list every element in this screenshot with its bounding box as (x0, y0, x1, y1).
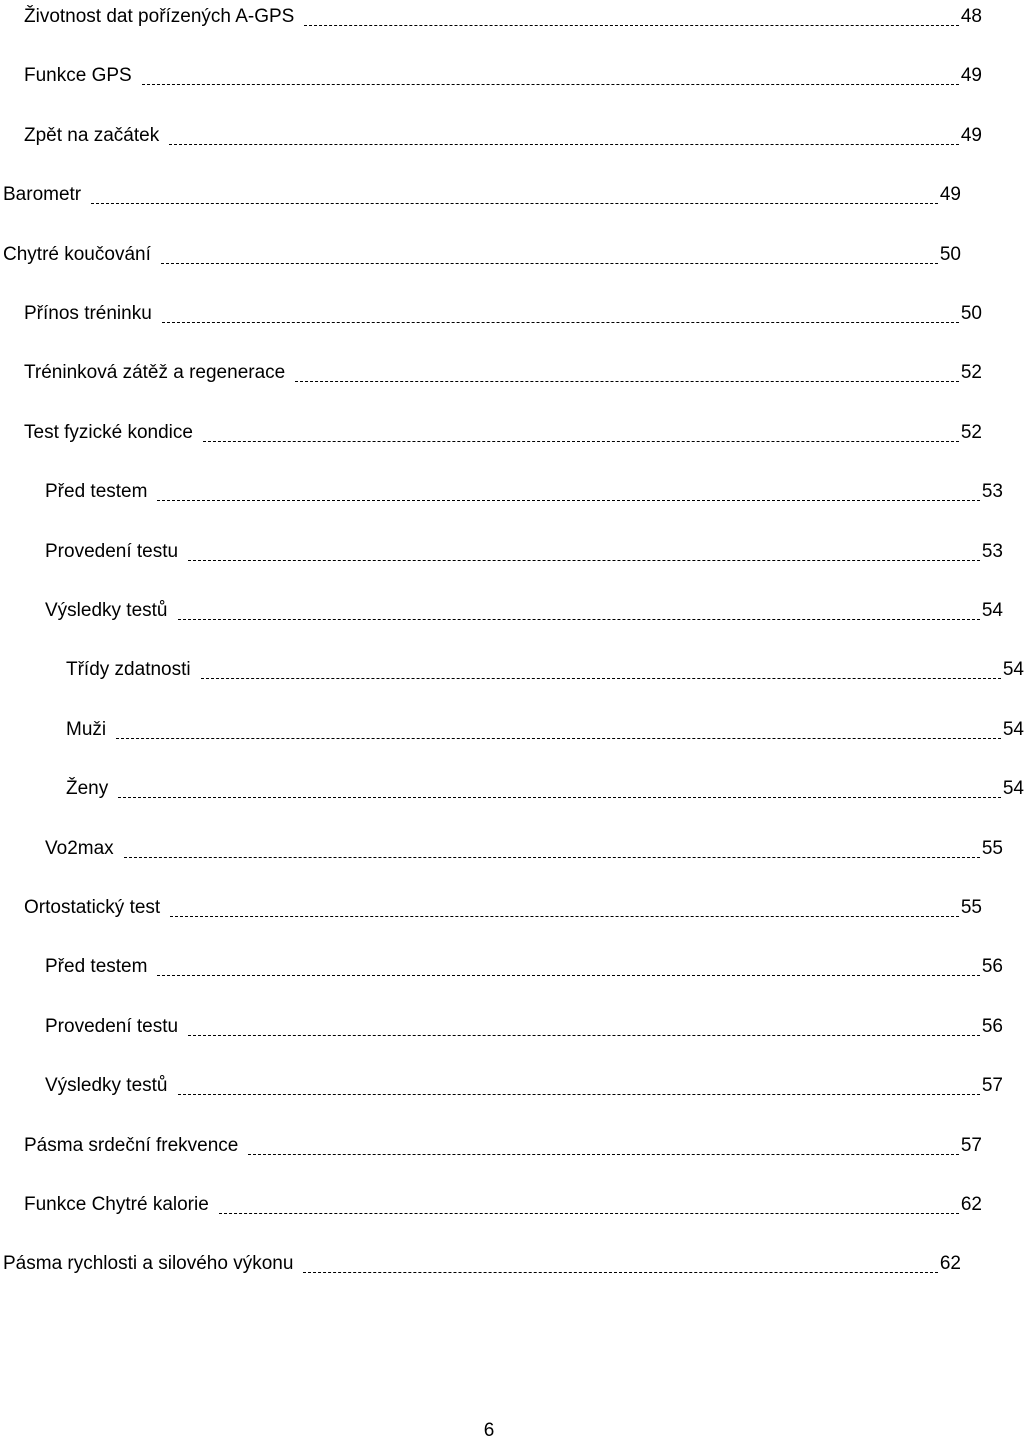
toc-entry-title: Ženy (66, 778, 109, 800)
toc-entry-page: 56 (981, 1015, 1003, 1037)
toc-entry-title: Výsledky testů (45, 600, 168, 621)
toc-entry-title: Muži (66, 718, 107, 740)
toc-entry[interactable] (0, 653, 1024, 683)
toc-entry-page: 49 (960, 65, 982, 87)
toc-entry-page: 48 (960, 6, 982, 27)
toc-entry-page: 54 (1002, 778, 1024, 800)
toc-entry-title: Funkce Chytré kalorie (24, 1194, 209, 1215)
toc-entry-title: Vo2max (45, 837, 114, 859)
toc-leader-dots (116, 738, 1001, 739)
toc-leader-dots (162, 322, 959, 323)
toc-entry[interactable] (0, 59, 982, 89)
toc-entry[interactable] (0, 0, 982, 30)
toc-entry-page: 50 (960, 303, 982, 324)
toc-entry[interactable] (0, 1010, 1003, 1040)
toc-entry[interactable] (0, 1188, 982, 1218)
toc-leader-dots (295, 381, 959, 382)
toc-entry-title: Výsledky testů (45, 1075, 168, 1097)
toc-leader-dots (248, 1154, 958, 1155)
toc-leader-dots (188, 560, 980, 561)
toc-entry-page: 54 (1002, 718, 1024, 740)
toc-entry[interactable] (0, 1247, 961, 1277)
toc-entry[interactable] (0, 535, 1003, 565)
toc-entry-page: 57 (960, 1134, 982, 1156)
toc-entry-page: 54 (981, 600, 1003, 621)
toc-leader-dots (170, 916, 959, 917)
toc-entry[interactable] (0, 713, 1024, 743)
toc-leader-dots (157, 975, 979, 976)
toc-entry-title: Před testem (45, 481, 148, 503)
page-number: 6 (483, 1420, 495, 1441)
toc-entry-title: Provedení testu (45, 540, 179, 562)
toc-entry-title: Funkce GPS (24, 65, 132, 87)
toc-leader-dots (161, 263, 938, 264)
toc-leader-dots (124, 857, 980, 858)
toc-entry-page: 52 (960, 362, 982, 384)
toc-leader-dots (142, 84, 959, 85)
toc-entry-page: 54 (1002, 659, 1024, 681)
toc-entry-title: Barometr (3, 184, 82, 206)
toc-entry-page: 62 (939, 1253, 961, 1275)
toc-entry[interactable] (0, 475, 1003, 505)
toc-entry-title: Před testem (45, 956, 148, 978)
toc-entry-title: Životnost dat pořízených A-GPS (24, 6, 295, 27)
toc-leader-dots (169, 144, 959, 145)
toc-entry-title: Tréninková zátěž a regenerace (24, 362, 286, 384)
toc-entry[interactable] (0, 1129, 982, 1159)
toc-entry[interactable] (0, 356, 982, 386)
toc-entry-page: 49 (939, 184, 961, 206)
toc-leader-dots (178, 1094, 980, 1095)
toc-leader-dots (219, 1213, 959, 1214)
toc-entry-title: Pásma rychlosti a silového výkonu (3, 1253, 294, 1275)
toc-leader-dots (178, 619, 980, 620)
toc-entry-page: 50 (939, 243, 961, 265)
toc-entry-title: Přínos tréninku (24, 303, 152, 324)
toc-entry[interactable] (0, 772, 1024, 802)
toc-entry-title: Třídy zdatnosti (66, 659, 191, 681)
toc-entry-page: 57 (981, 1075, 1003, 1097)
toc-entry-page: 55 (981, 837, 1003, 859)
toc-entry[interactable] (0, 594, 1003, 624)
toc-entry-page: 52 (960, 421, 982, 443)
toc-entry[interactable] (0, 178, 961, 208)
toc-entry-page: 53 (981, 540, 1003, 562)
toc-leader-dots (201, 678, 1001, 679)
toc-leader-dots (118, 797, 1001, 798)
toc-entry[interactable] (0, 119, 982, 149)
toc-entry-title: Pásma srdeční frekvence (24, 1134, 239, 1156)
toc-entry-page: 62 (960, 1194, 982, 1215)
toc-entry-title: Test fyzické kondice (24, 421, 193, 443)
toc-entry[interactable] (0, 1069, 1003, 1099)
toc-entry-title: Chytré koučování (3, 243, 151, 265)
toc-leader-dots (188, 1035, 980, 1036)
toc-leader-dots (304, 25, 959, 26)
toc-entry-title: Ortostatický test (24, 897, 161, 918)
toc-entry[interactable] (0, 297, 982, 327)
toc-leader-dots (303, 1272, 937, 1273)
toc-entry[interactable] (0, 950, 1003, 980)
toc-leader-dots (157, 500, 979, 501)
toc-entry[interactable] (0, 891, 982, 921)
toc-entry-title: Zpět na začátek (24, 124, 160, 146)
toc-entry-page: 56 (981, 956, 1003, 978)
toc-leader-dots (91, 203, 938, 204)
toc-entry-title: Provedení testu (45, 1015, 179, 1037)
toc-entry[interactable] (0, 416, 982, 446)
toc-leader-dots (203, 441, 959, 442)
toc-entry[interactable] (0, 238, 961, 268)
toc-entry-page: 55 (960, 897, 982, 918)
toc-entry-page: 49 (960, 124, 982, 146)
toc-entry[interactable] (0, 832, 1003, 862)
toc-entry-page: 53 (981, 481, 1003, 503)
